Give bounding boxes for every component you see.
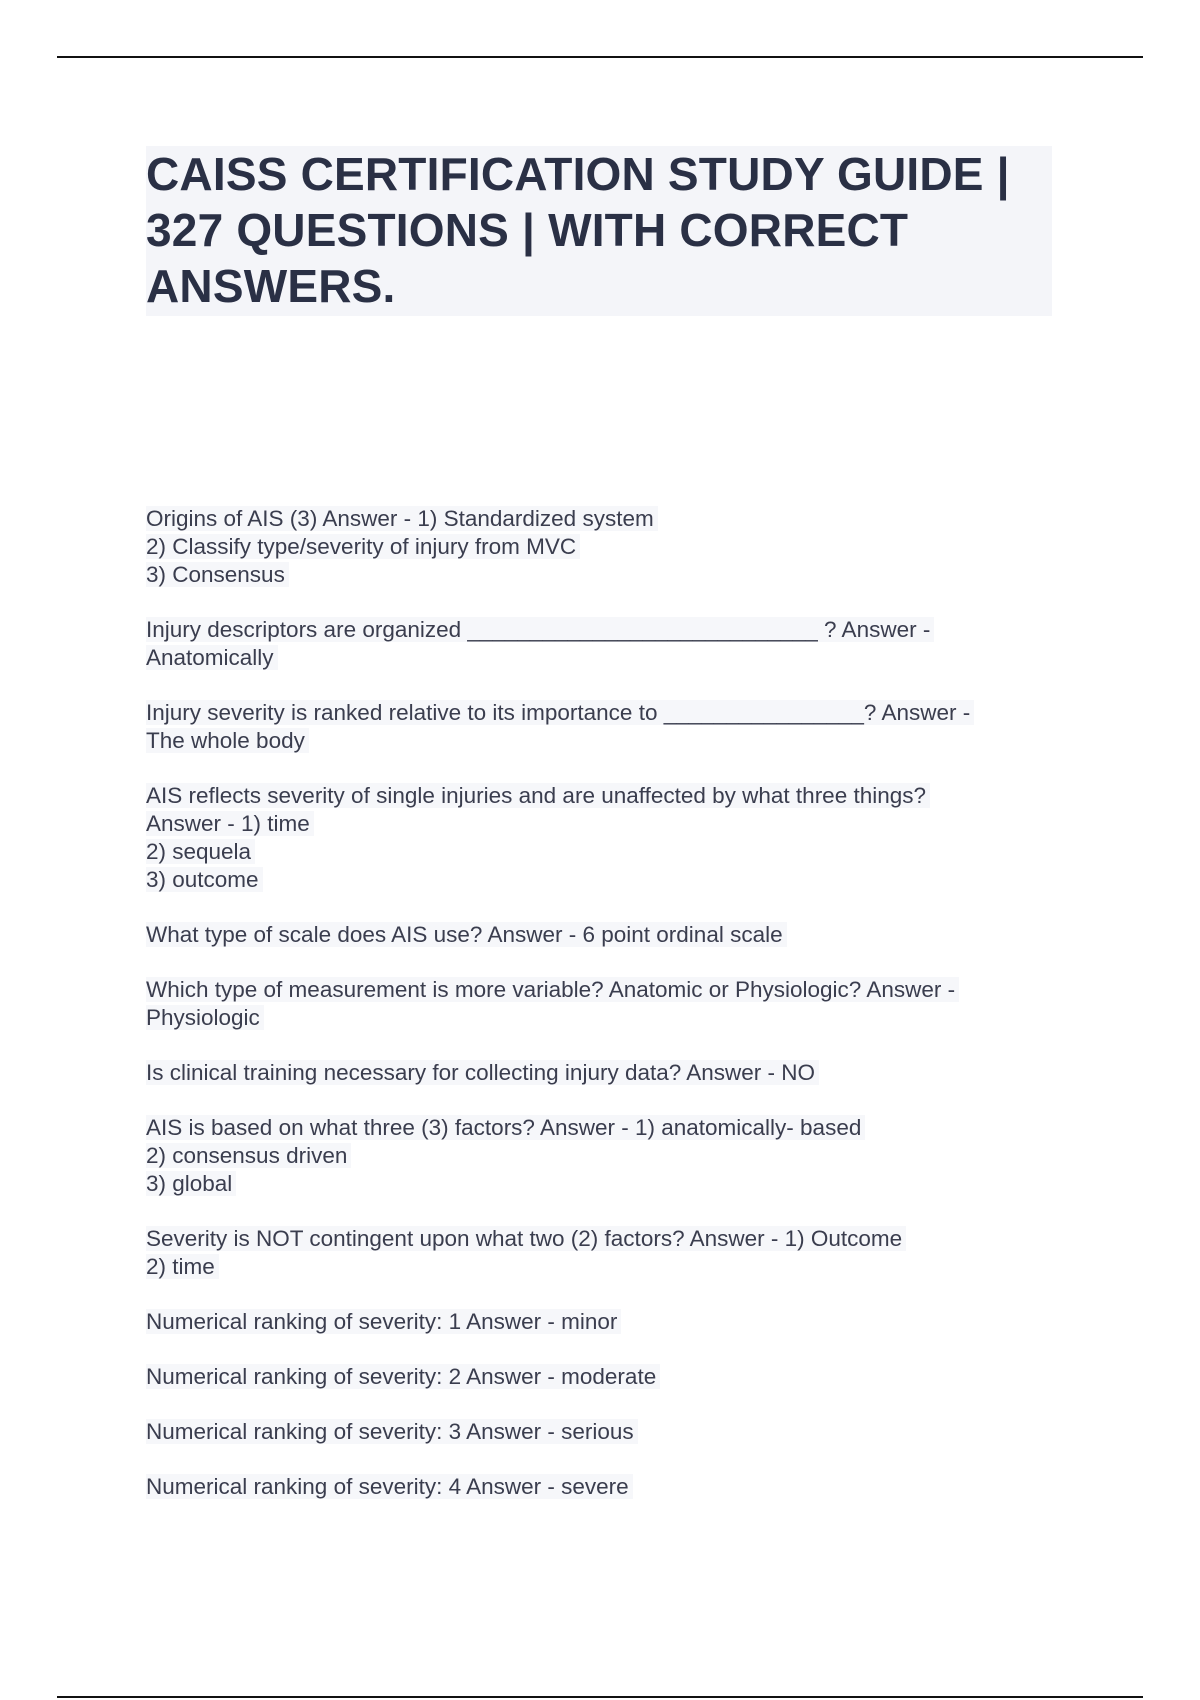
qa-line: Answer - 1) time: [146, 811, 314, 836]
title-line: 327 QUESTIONS | WITH CORRECT: [146, 204, 909, 256]
qa-line: Injury severity is ranked relative to its importance to ________________? Answer -: [146, 700, 974, 725]
document-title: [146, 146, 1052, 314]
qa-item: [146, 1059, 1046, 1087]
title-line: ANSWERS.: [146, 260, 396, 312]
qa-line: 2) consensus driven: [146, 1143, 351, 1168]
title-line: CAISS CERTIFICATION STUDY GUIDE |: [146, 148, 1010, 200]
qa-line: Which type of measurement is more variable? Anatomic or Physiologic? Answer -: [146, 977, 959, 1002]
qa-line: The whole body: [146, 728, 309, 753]
qa-line: AIS is based on what three (3) factors? Answer - 1) anatomically- based: [146, 1115, 865, 1140]
qa-line: Origins of AIS (3) Answer - 1) Standardized system: [146, 506, 658, 531]
qa-line: Numerical ranking of severity: 3 Answer - serious: [146, 1419, 638, 1444]
qa-item: [146, 921, 1046, 949]
qa-line: Anatomically: [146, 645, 278, 670]
qa-line: 3) outcome: [146, 867, 263, 892]
qa-item: [146, 782, 1046, 894]
qa-line: Severity is NOT contingent upon what two (2) factors? Answer - 1) Outcome: [146, 1226, 906, 1251]
qa-item: [146, 1308, 1046, 1336]
qa-item: [146, 1114, 1046, 1198]
qa-line: Numerical ranking of severity: 4 Answer - severe: [146, 1474, 633, 1499]
qa-line: 3) Consensus: [146, 562, 289, 587]
qa-item: [146, 505, 1046, 589]
qa-line: Numerical ranking of severity: 1 Answer - minor: [146, 1309, 621, 1334]
qa-item: [146, 1363, 1046, 1391]
title-block: [146, 146, 1052, 316]
qa-list: [146, 505, 1046, 1528]
qa-item: [146, 976, 1046, 1032]
qa-item: [146, 1473, 1046, 1501]
qa-line: Numerical ranking of severity: 2 Answer - moderate: [146, 1364, 660, 1389]
qa-line: What type of scale does AIS use? Answer - 6 point ordinal scale: [146, 922, 787, 947]
qa-line: Physiologic: [146, 1005, 264, 1030]
qa-line: Is clinical training necessary for collecting injury data? Answer - NO: [146, 1060, 819, 1085]
qa-item: [146, 616, 1046, 672]
qa-line: 3) global: [146, 1171, 236, 1196]
qa-line: AIS reflects severity of single injuries and are unaffected by what three things?: [146, 783, 930, 808]
footer-rule: [57, 1696, 1143, 1698]
qa-line: 2) time: [146, 1254, 219, 1279]
qa-item: [146, 699, 1046, 755]
qa-line: 2) sequela: [146, 839, 255, 864]
qa-item: [146, 1225, 1046, 1281]
header-rule: [57, 56, 1143, 58]
qa-item: [146, 1418, 1046, 1446]
qa-line: Injury descriptors are organized ____________________________ ? Answer -: [146, 617, 934, 642]
qa-line: 2) Classify type/severity of injury from MVC: [146, 534, 580, 559]
